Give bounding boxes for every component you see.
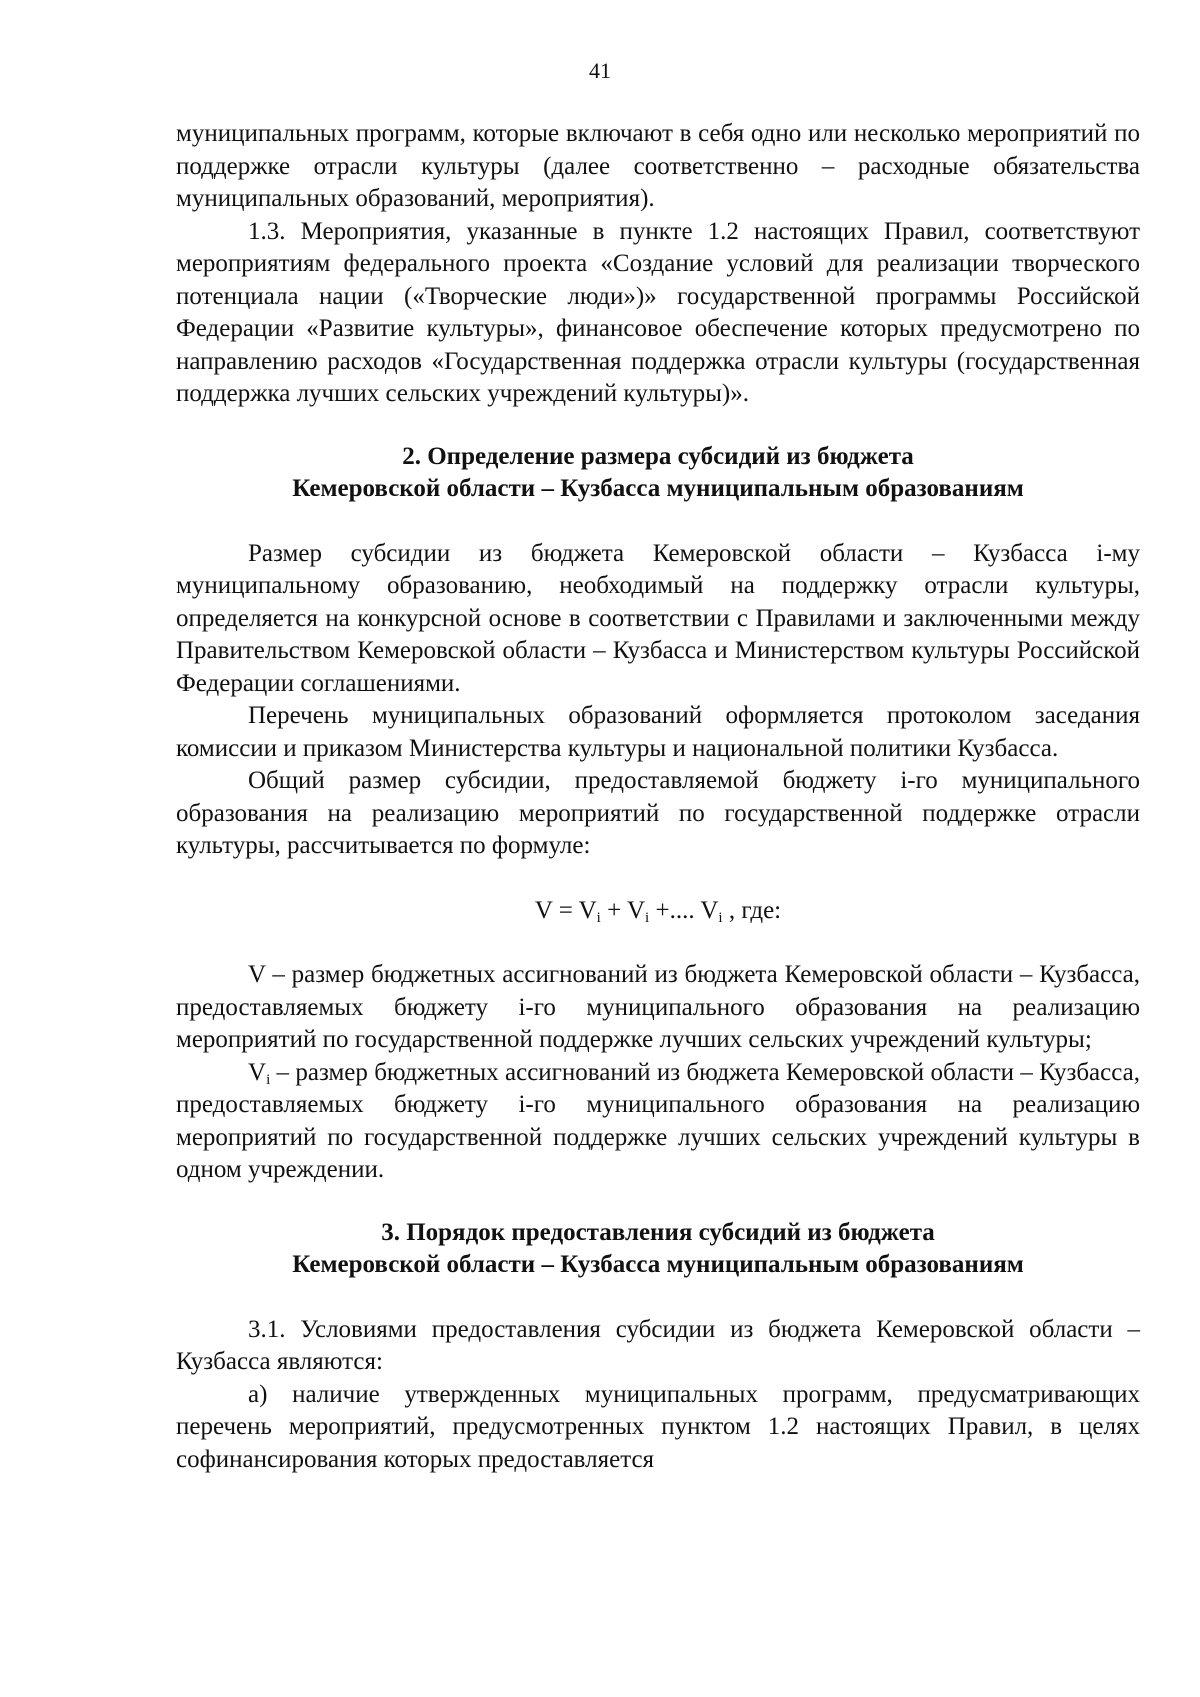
paragraph-subsidy-size: Размер субсидии из бюджета Кемеровской области – Кузбасса i-му муниципальному образованию, необходимый на поддержку отрасли культуры, определяется на конкурсной основе в соответствии с Правилами и заключенными между Правительством Кемеровской области – Кузбасса и Министерством культуры Российской Федерации соглашениями.	[176, 539, 1140, 697]
definition-vi-text: – размер бюджетных ассигнований из бюджета Кемеровской области – Кузбасса, предоставляемых бюджету i-го муниципального образования на реализацию мероприятий по государственной поддержке лучших сельских учреждений культуры в одном учреждении.	[176, 1058, 1140, 1183]
definition-v-symbol: V	[248, 961, 266, 988]
paragraph-3-1-a: а) наличие утвержденных муниципальных программ, предусматривающих перечень мероприятий, предусмотренных пунктом 1.2 настоящих Правил, в целях софинансирования которых предоставляется	[176, 1380, 1140, 1473]
paragraph-continuation: муниципальных программ, которые включают в себя одно или несколько мероприятий по поддержке отрасли культуры (далее соответственно – расходные обязательства муниципальных образований, мероприятия).	[176, 120, 1140, 212]
formula-lhs: V = V	[534, 896, 597, 924]
definition-v	[176, 959, 1140, 1057]
page-number: 41	[589, 58, 611, 83]
paragraph-municipality-list: Перечень муниципальных образований оформляется протоколом заседания комиссии и приказом Министерства культуры и национальной политики Кузбасса.	[176, 702, 1140, 762]
paragraph-3-1: 3.1. Условиями предоставления субсидии из бюджета Кемеровской области – Кузбасса являются:	[176, 1315, 1140, 1375]
formula-sub-2: i	[645, 909, 650, 926]
definition-vi	[176, 1057, 1140, 1187]
document-body	[176, 118, 1140, 1476]
section-3-heading-line-2: Кемеровской области – Кузбасса муниципальным образованиям	[292, 1251, 1024, 1278]
formula-tail: , где:	[722, 896, 782, 924]
section-3-heading-line-1: 3. Порядок предоставления субсидий из бюджета	[381, 1218, 935, 1246]
subsidy-formula	[176, 895, 1140, 928]
definition-v-text: – размер бюджетных ассигнований из бюджета Кемеровской области – Кузбасса, предоставляемых бюджету i-го муниципального образования на реализацию мероприятий по государственной поддержке лучших сельских учреждений культуры;	[176, 961, 1140, 1053]
paragraph-total-subsidy: Общий размер субсидии, предоставляемой бюджету i-го муниципального образования на реализацию мероприятий по государственной поддержке отрасли культуры, рассчитывается по формуле:	[176, 767, 1140, 859]
section-2-heading-line-1: 2. Определение размера субсидий из бюджета	[402, 442, 914, 470]
definition-vi-sub: i	[266, 1071, 271, 1088]
formula-plus-2: +.... V	[649, 896, 719, 924]
section-2-heading	[176, 441, 1140, 506]
paragraph-1-3: 1.3. Мероприятия, указанные в пункте 1.2 настоящих Правил, соответствуют мероприятиям федерального проекта «Создание условий для реализации творческого потенциала нации («Творческие люди»)» государственной программы Российской Федерации «Развитие культуры», финансовое обеспечение которых предусмотрено по направлению расходов «Государственная поддержка отрасли культуры (государственная поддержка лучших сельских учреждений культуры)».	[176, 217, 1140, 407]
section-3-heading	[176, 1217, 1140, 1282]
formula-sub-1: i	[596, 909, 601, 926]
formula-plus-1: + V	[600, 896, 646, 924]
definition-vi-symbol: V	[248, 1058, 267, 1086]
formula-sub-3: i	[718, 909, 723, 926]
section-2-heading-line-2: Кемеровской области – Кузбасса муниципальным образованиям	[292, 475, 1024, 502]
